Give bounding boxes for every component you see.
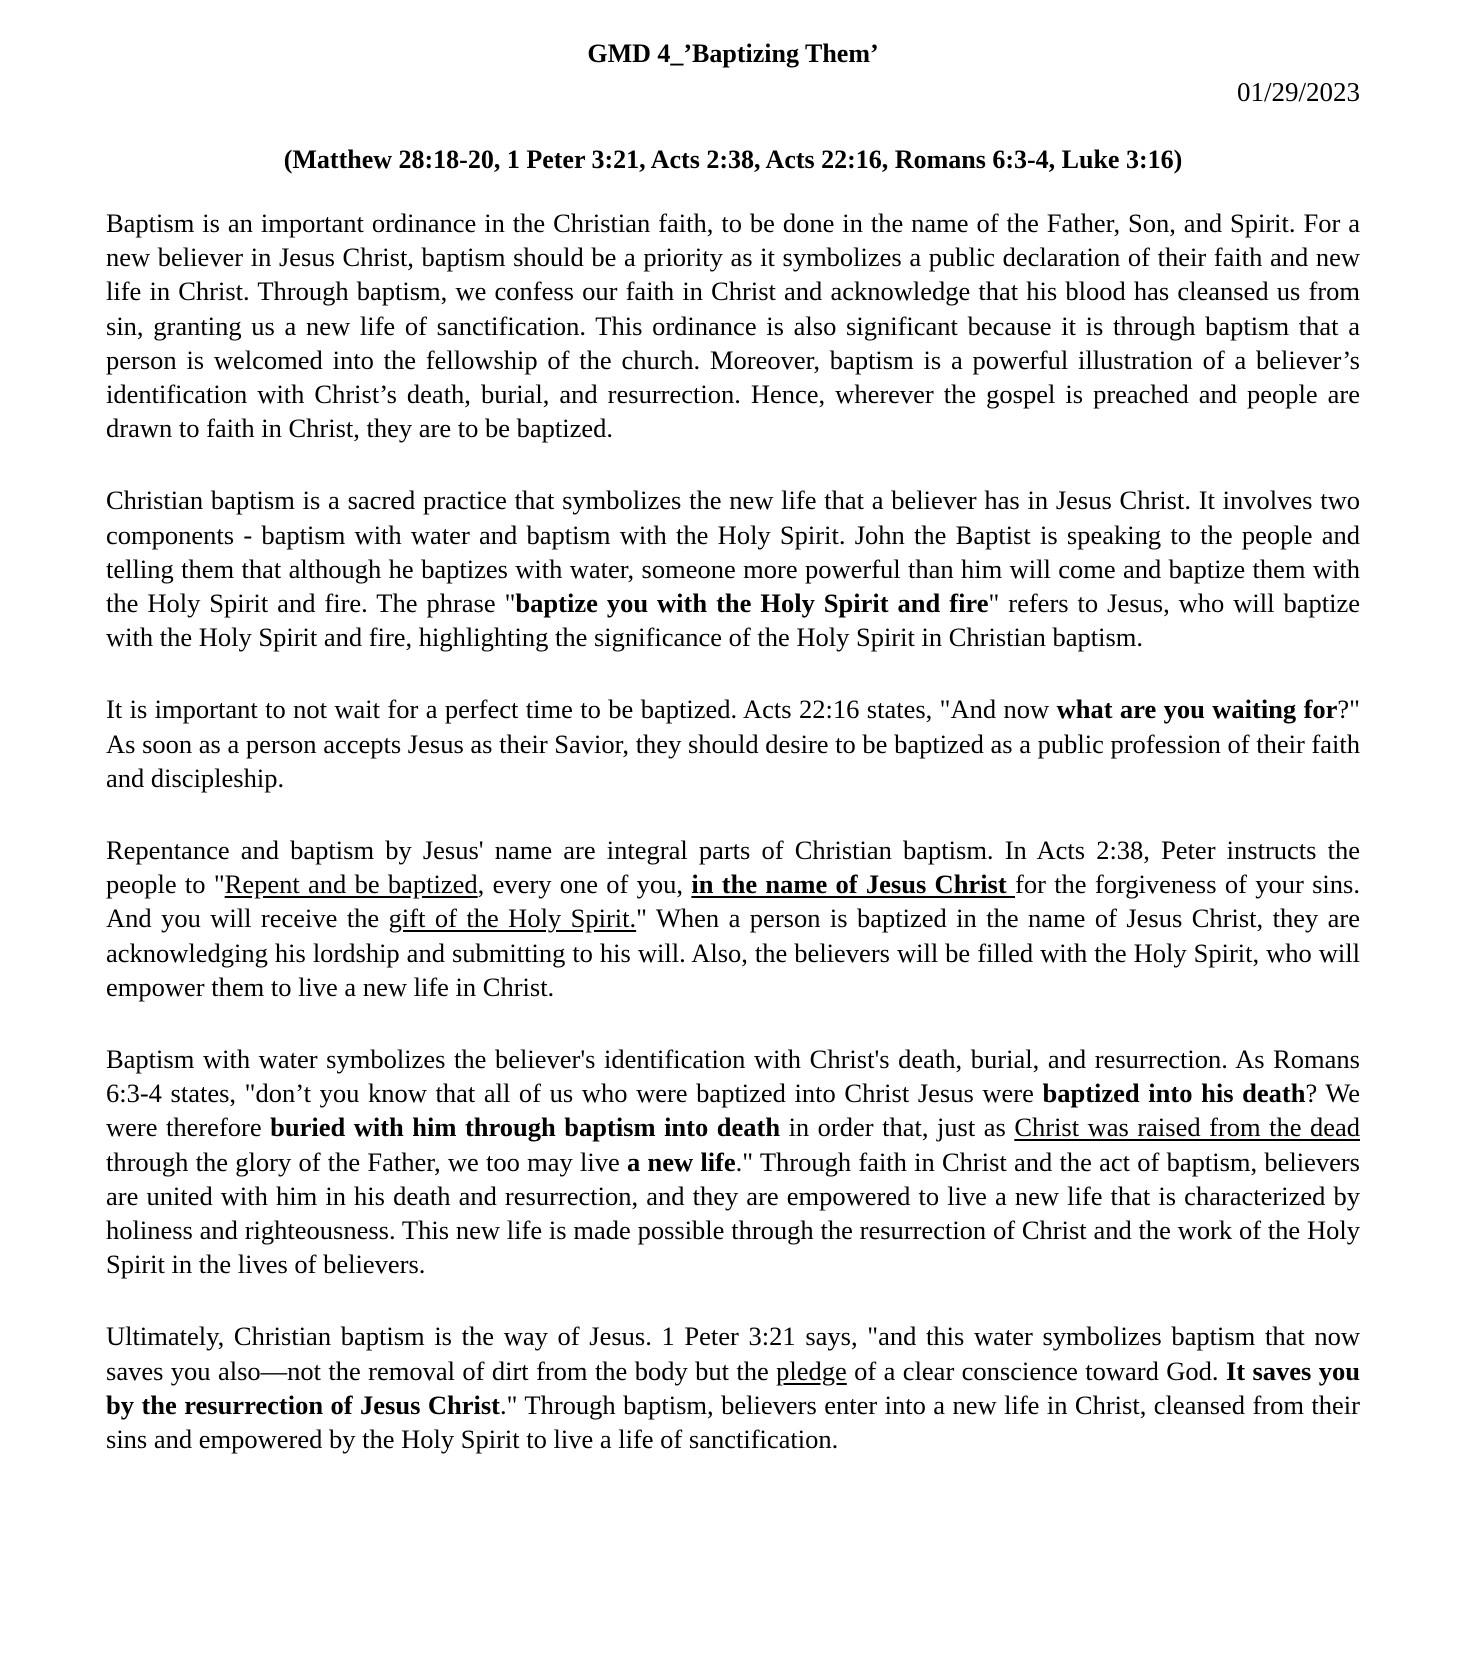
paragraph-3 xyxy=(106,692,1360,795)
paragraph-4-text-4: " When a person is baptized in the name of Jesus Christ, they are acknowledging his lordship and submitting to his will. Also, the believers will be filled with the Holy Spirit, who will empower them to live a new life in Christ. xyxy=(106,903,1360,1002)
paragraph-5-text-5: ." Through faith in Christ and the act of baptism, believers are united with him in his death and resurrection, and they are empowered to live a new life that is characterized by holiness and righteousness. This new life is made possible through the resurrection of Christ and the work of the Holy Spirit in the lives of believers. xyxy=(106,1146,1360,1280)
paragraph-6 xyxy=(106,1319,1360,1456)
paragraph-5-bold-1: baptized into his death xyxy=(1042,1078,1306,1109)
paragraph-5-bold-3: a new life xyxy=(626,1146,736,1177)
paragraph-2-bold-1: baptize you with the Holy Spirit and fire xyxy=(515,588,989,619)
paragraph-5-text-1: Baptism with water symbolizes the believer's identification with Christ's death, burial, and resurrection. As Romans 6:3-4 states, "don’t you know that all of us who were baptized into Christ Jesus were xyxy=(106,1044,1360,1109)
paragraph-3-text-1: It is important to not wait for a perfect time to be baptized. Acts 22:16 states, "And now xyxy=(106,694,1057,725)
paragraph-6-bold-1: It saves you by the resurrection of Jesus Christ xyxy=(106,1355,1360,1420)
paragraph-6-underline-1: pledge xyxy=(776,1355,847,1386)
paragraph-4-text-3: for the forgiveness of your sins. And you will receive the xyxy=(106,869,1360,934)
paragraph-6-text-3: ." Through baptism, believers enter into a new life in Christ, cleansed from their sins and empowered by the Holy Spirit to live a life of sanctification. xyxy=(106,1389,1360,1455)
paragraph-4-underline-2: gift of the Holy Spirit. xyxy=(388,903,637,934)
paragraph-5-text-4: through the glory of the Father, we too may live xyxy=(106,1146,627,1177)
paragraph-5-text-3: in order that, just as xyxy=(780,1112,1015,1143)
paragraph-2-text-2: " refers to Jesus, who will baptize with the Holy Spirit and fire, highlighting the significance of the Holy Spirit in Christian baptism. xyxy=(106,588,1360,653)
paragraph-6-text-1: Ultimately, Christian baptism is the way of Jesus. 1 Peter 3:21 says, "and this water symbolizes baptism that now saves you also—not the removal of dirt from the body but the xyxy=(106,1321,1360,1386)
paragraph-6-text-2: of a clear conscience toward God. xyxy=(846,1355,1226,1386)
document-date: 01/29/2023 xyxy=(1236,77,1360,107)
document-title: GMD 4_’Baptizing Them’ xyxy=(587,39,879,68)
paragraph-1 xyxy=(106,206,1360,445)
paragraph-4-underline-1: Repent and be baptized xyxy=(224,869,478,900)
paragraph-4 xyxy=(106,833,1360,1004)
paragraph-3-bold-1: what are you waiting for xyxy=(1056,694,1338,725)
paragraph-5-bold-2: buried with him through baptism into death xyxy=(270,1112,781,1143)
paragraph-2 xyxy=(106,483,1360,654)
paragraph-4-text-1: Repentance and baptism by Jesus' name are integral parts of Christian baptism. In Acts 2:38, Peter instructs the people to " xyxy=(106,835,1360,900)
paragraph-2-text-1: Christian baptism is a sacred practice that symbolizes the new life that a believer has in Jesus Christ. It involves two components - baptism with water and baptism with the Holy Spirit. John the Baptist is speaking to the people and telling them that although he baptizes with water, someone more powerful than him will come and baptize them with the Holy Spirit and fire. The phrase " xyxy=(106,485,1360,619)
paragraph-4-text-2: , every one of you, xyxy=(477,869,692,900)
paragraph-3-text-2: ?" As soon as a person accepts Jesus as their Savior, they should desire to be baptized as a public profession of their faith and discipleship. xyxy=(106,694,1360,793)
paragraph-5 xyxy=(106,1042,1360,1281)
paragraph-4-bold-underline-1: in the name of Jesus Christ xyxy=(691,869,1015,900)
paragraph-1-text: Baptism is an important ordinance in the Christian faith, to be done in the name of the Father, Son, and Spirit. For a new believer in Jesus Christ, baptism should be a priority as it symbolizes a public declaration of their faith and new life in Christ. Through baptism, we confess our faith in Christ and acknowledge that his blood has cleansed us from sin, granting us a new life of sanctification. This ordinance is also significant because it is through baptism that a person is welcomed into the fellowship of the church. Moreover, baptism is a powerful illustration of a believer’s identification with Christ’s death, burial, and resurrection. Hence, wherever the gospel is preached and people are drawn to faith in Christ, they are to be baptized. xyxy=(106,208,1360,444)
scripture-references: (Matthew 28:18-20, 1 Peter 3:21, Acts 2:38, Acts 22:16, Romans 6:3-4, Luke 3:16) xyxy=(283,145,1183,174)
paragraph-5-text-2: ? We were therefore xyxy=(106,1078,1361,1143)
paragraph-5-underline-1: Christ was raised from the dead xyxy=(1014,1112,1360,1143)
